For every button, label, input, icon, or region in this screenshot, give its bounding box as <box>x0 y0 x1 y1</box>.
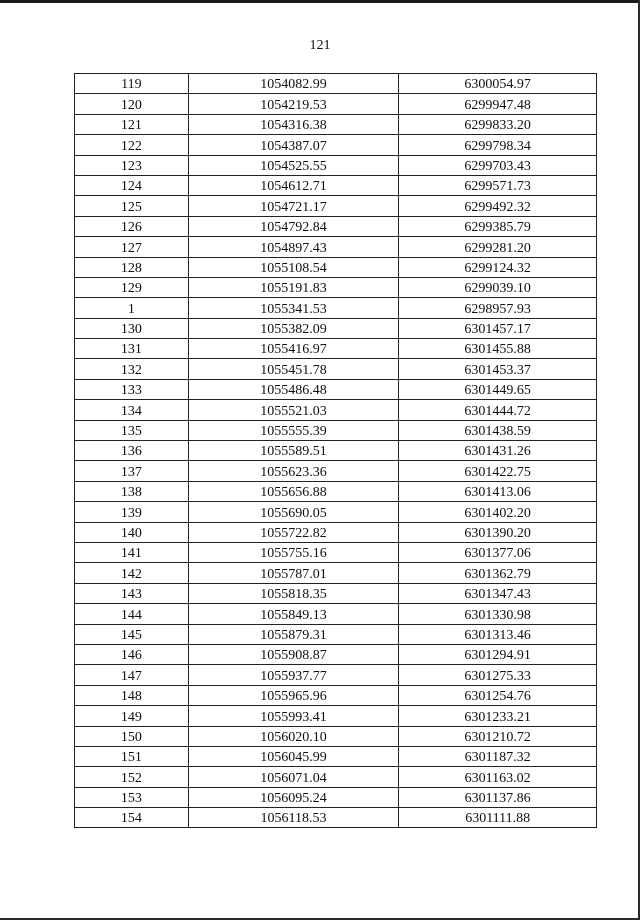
table-row <box>75 196 597 216</box>
y-coordinate-cell: 6301377.06 <box>399 542 597 562</box>
point-number-cell: 140 <box>75 522 189 542</box>
y-coordinate-cell: 6301438.59 <box>399 420 597 440</box>
y-coordinate-cell: 6301422.75 <box>399 461 597 481</box>
y-coordinate-cell: 6301455.88 <box>399 339 597 359</box>
page-number: 121 <box>309 38 331 53</box>
point-number-cell: 135 <box>75 420 189 440</box>
table-row <box>75 339 597 359</box>
point-number-cell: 125 <box>75 196 189 216</box>
point-number-cell: 139 <box>75 502 189 522</box>
point-number-cell: 153 <box>75 787 189 807</box>
coordinates-table <box>74 73 597 828</box>
x-coordinate-cell: 1055521.03 <box>188 400 399 420</box>
x-coordinate-cell: 1055656.88 <box>188 481 399 501</box>
x-coordinate-cell: 1055382.09 <box>188 318 399 338</box>
y-coordinate-cell: 6301210.72 <box>399 726 597 746</box>
point-number-cell: 142 <box>75 563 189 583</box>
x-coordinate-cell: 1055965.96 <box>188 685 399 705</box>
point-number-cell: 144 <box>75 604 189 624</box>
table-row <box>75 624 597 644</box>
table-row <box>75 298 597 318</box>
y-coordinate-cell: 6299124.32 <box>399 257 597 277</box>
table-row <box>75 665 597 685</box>
table-row <box>75 808 597 828</box>
point-number-cell: 136 <box>75 441 189 461</box>
y-coordinate-cell: 6299947.48 <box>399 94 597 114</box>
table-row <box>75 583 597 603</box>
y-coordinate-cell: 6301294.91 <box>399 644 597 664</box>
table-row <box>75 420 597 440</box>
table-row <box>75 767 597 787</box>
table-row <box>75 604 597 624</box>
point-number-cell: 122 <box>75 135 189 155</box>
table-row <box>75 746 597 766</box>
point-number-cell: 127 <box>75 237 189 257</box>
point-number-cell: 120 <box>75 94 189 114</box>
x-coordinate-cell: 1055787.01 <box>188 563 399 583</box>
x-coordinate-cell: 1055108.54 <box>188 257 399 277</box>
point-number-cell: 146 <box>75 644 189 664</box>
table-row <box>75 441 597 461</box>
point-number-cell: 134 <box>75 400 189 420</box>
table-row <box>75 461 597 481</box>
y-coordinate-cell: 6299703.43 <box>399 155 597 175</box>
scan-edge-top <box>0 0 640 3</box>
table-row <box>75 135 597 155</box>
x-coordinate-cell: 1056020.10 <box>188 726 399 746</box>
y-coordinate-cell: 6299492.32 <box>399 196 597 216</box>
y-coordinate-cell: 6299281.20 <box>399 237 597 257</box>
x-coordinate-cell: 1055191.83 <box>188 277 399 297</box>
y-coordinate-cell: 6300054.97 <box>399 74 597 94</box>
x-coordinate-cell: 1054316.38 <box>188 114 399 134</box>
y-coordinate-cell: 6301254.76 <box>399 685 597 705</box>
x-coordinate-cell: 1054721.17 <box>188 196 399 216</box>
x-coordinate-cell: 1055722.82 <box>188 522 399 542</box>
point-number-cell: 132 <box>75 359 189 379</box>
point-number-cell: 145 <box>75 624 189 644</box>
x-coordinate-cell: 1056071.04 <box>188 767 399 787</box>
point-number-cell: 130 <box>75 318 189 338</box>
x-coordinate-cell: 1055879.31 <box>188 624 399 644</box>
point-number-cell: 149 <box>75 706 189 726</box>
x-coordinate-cell: 1055908.87 <box>188 644 399 664</box>
x-coordinate-cell: 1054525.55 <box>188 155 399 175</box>
table-row <box>75 257 597 277</box>
x-coordinate-cell: 1055690.05 <box>188 502 399 522</box>
table-row <box>75 318 597 338</box>
point-number-cell: 123 <box>75 155 189 175</box>
point-number-cell: 131 <box>75 339 189 359</box>
y-coordinate-cell: 6298957.93 <box>399 298 597 318</box>
y-coordinate-cell: 6299039.10 <box>399 277 597 297</box>
y-coordinate-cell: 6301187.32 <box>399 746 597 766</box>
point-number-cell: 133 <box>75 379 189 399</box>
y-coordinate-cell: 6301330.98 <box>399 604 597 624</box>
table-row <box>75 277 597 297</box>
point-number-cell: 152 <box>75 767 189 787</box>
point-number-cell: 150 <box>75 726 189 746</box>
x-coordinate-cell: 1054219.53 <box>188 94 399 114</box>
y-coordinate-cell: 6301233.21 <box>399 706 597 726</box>
coordinates-table-body <box>75 74 597 828</box>
x-coordinate-cell: 1055486.48 <box>188 379 399 399</box>
y-coordinate-cell: 6301449.65 <box>399 379 597 399</box>
point-number-cell: 121 <box>75 114 189 134</box>
y-coordinate-cell: 6301275.33 <box>399 665 597 685</box>
x-coordinate-cell: 1055849.13 <box>188 604 399 624</box>
x-coordinate-cell: 1054612.71 <box>188 175 399 195</box>
point-number-cell: 138 <box>75 481 189 501</box>
point-number-cell: 143 <box>75 583 189 603</box>
point-number-cell: 141 <box>75 542 189 562</box>
x-coordinate-cell: 1054792.84 <box>188 216 399 236</box>
table-row <box>75 74 597 94</box>
y-coordinate-cell: 6299798.34 <box>399 135 597 155</box>
x-coordinate-cell: 1055341.53 <box>188 298 399 318</box>
point-number-cell: 126 <box>75 216 189 236</box>
x-coordinate-cell: 1055623.36 <box>188 461 399 481</box>
point-number-cell: 128 <box>75 257 189 277</box>
y-coordinate-cell: 6299385.79 <box>399 216 597 236</box>
table-row <box>75 175 597 195</box>
table-row <box>75 379 597 399</box>
point-number-cell: 147 <box>75 665 189 685</box>
x-coordinate-cell: 1054082.99 <box>188 74 399 94</box>
x-coordinate-cell: 1055416.97 <box>188 339 399 359</box>
y-coordinate-cell: 6301431.26 <box>399 441 597 461</box>
table-row <box>75 237 597 257</box>
table-row <box>75 685 597 705</box>
table-row <box>75 542 597 562</box>
point-number-cell: 154 <box>75 808 189 828</box>
table-row <box>75 644 597 664</box>
x-coordinate-cell: 1055451.78 <box>188 359 399 379</box>
y-coordinate-cell: 6301413.06 <box>399 481 597 501</box>
table-row <box>75 481 597 501</box>
point-number-cell: 129 <box>75 277 189 297</box>
table-row <box>75 787 597 807</box>
y-coordinate-cell: 6301362.79 <box>399 563 597 583</box>
table-row <box>75 114 597 134</box>
point-number-cell: 1 <box>75 298 189 318</box>
y-coordinate-cell: 6301402.20 <box>399 502 597 522</box>
table-row <box>75 400 597 420</box>
x-coordinate-cell: 1055555.39 <box>188 420 399 440</box>
y-coordinate-cell: 6301453.37 <box>399 359 597 379</box>
table-row <box>75 706 597 726</box>
table-row <box>75 563 597 583</box>
point-number-cell: 137 <box>75 461 189 481</box>
x-coordinate-cell: 1055993.41 <box>188 706 399 726</box>
x-coordinate-cell: 1055937.77 <box>188 665 399 685</box>
x-coordinate-cell: 1056045.99 <box>188 746 399 766</box>
table-row <box>75 94 597 114</box>
table-row <box>75 502 597 522</box>
x-coordinate-cell: 1055755.16 <box>188 542 399 562</box>
y-coordinate-cell: 6301347.43 <box>399 583 597 603</box>
x-coordinate-cell: 1055818.35 <box>188 583 399 603</box>
table-row <box>75 155 597 175</box>
y-coordinate-cell: 6299833.20 <box>399 114 597 134</box>
y-coordinate-cell: 6299571.73 <box>399 175 597 195</box>
x-coordinate-cell: 1055589.51 <box>188 441 399 461</box>
point-number-cell: 148 <box>75 685 189 705</box>
y-coordinate-cell: 6301313.46 <box>399 624 597 644</box>
y-coordinate-cell: 6301444.72 <box>399 400 597 420</box>
x-coordinate-cell: 1054897.43 <box>188 237 399 257</box>
x-coordinate-cell: 1054387.07 <box>188 135 399 155</box>
y-coordinate-cell: 6301137.86 <box>399 787 597 807</box>
y-coordinate-cell: 6301163.02 <box>399 767 597 787</box>
table-row <box>75 726 597 746</box>
y-coordinate-cell: 6301390.20 <box>399 522 597 542</box>
x-coordinate-cell: 1056095.24 <box>188 787 399 807</box>
table-row <box>75 216 597 236</box>
y-coordinate-cell: 6301457.17 <box>399 318 597 338</box>
point-number-cell: 151 <box>75 746 189 766</box>
point-number-cell: 119 <box>75 74 189 94</box>
table-row <box>75 522 597 542</box>
point-number-cell: 124 <box>75 175 189 195</box>
y-coordinate-cell: 6301111.88 <box>399 808 597 828</box>
x-coordinate-cell: 1056118.53 <box>188 808 399 828</box>
table-row <box>75 359 597 379</box>
